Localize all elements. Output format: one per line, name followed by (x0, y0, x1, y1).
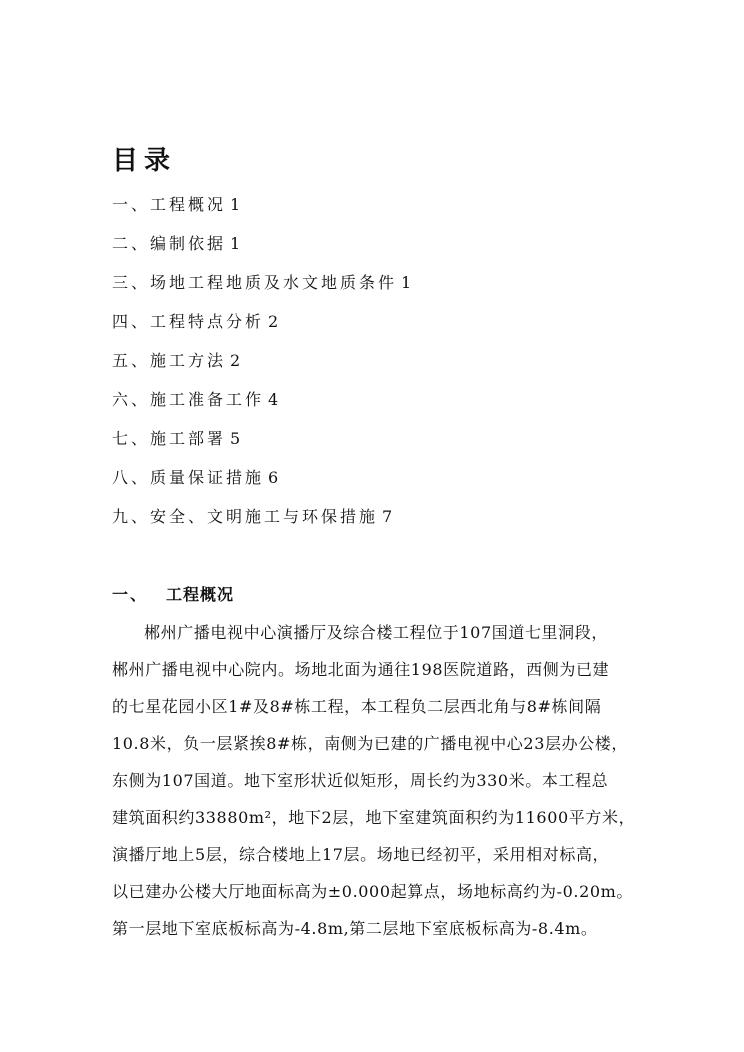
toc-item-page: 6 (268, 468, 279, 487)
toc-item-page: 2 (230, 351, 241, 370)
toc-item-label: 九、安全、文明施工与环保措施 (112, 507, 379, 526)
toc-item[interactable] (112, 309, 411, 348)
toc-item-label: 七、施工部署 (112, 429, 227, 448)
body-line: 东侧为107国道。地下室形状近似矩形，周长约为330米。本工程总 (112, 771, 609, 790)
toc-item[interactable] (112, 192, 411, 231)
toc-item[interactable] (112, 465, 411, 504)
toc-item-label: 一、工程概况 (112, 195, 227, 214)
section-number: 一、 (112, 585, 149, 604)
body-line: 的七星花园小区1#及8#栋工程，本工程负二层西北角与8#栋间隔 (112, 697, 602, 716)
toc-item-page: 2 (268, 312, 279, 331)
body-line: 郴州广播电视中心演播厅及综合楼工程位于107国道七里洞段， (144, 623, 608, 642)
table-of-contents (112, 192, 411, 543)
body-line: 以已建办公楼大厅地面标高为±0.000起算点，场地标高约为-0.20m。 (112, 882, 634, 901)
section-body (112, 620, 636, 953)
toc-item-label: 五、施工方法 (112, 351, 227, 370)
toc-title: 目录 (112, 146, 177, 176)
toc-item-label: 六、施工准备工作 (112, 390, 265, 409)
toc-item-page: 4 (268, 390, 279, 409)
toc-item-label: 八、质量保证措施 (112, 468, 265, 487)
body-line: 郴州广播电视中心院内。场地北面为通往198医院道路，西侧为已建 (112, 660, 610, 679)
toc-item[interactable] (112, 270, 411, 309)
body-line: 演播厅地上5层，综合楼地上17层。场地已经初平，采用相对标高， (112, 845, 610, 864)
body-line: 第一层地下室底板标高为-4.8m,第二层地下室底板标高为-8.4m。 (112, 919, 598, 938)
toc-item[interactable] (112, 504, 411, 543)
section-heading (112, 582, 234, 605)
section-title: 工程概况 (166, 585, 235, 604)
toc-item-page: 5 (230, 429, 241, 448)
toc-item-page: 7 (382, 507, 393, 526)
toc-item-page: 1 (230, 234, 241, 253)
toc-item[interactable] (112, 231, 411, 270)
body-line: 10.8米，负一层紧挨8#栋，南侧为已建的广播电视中心23层办公楼， (112, 734, 628, 753)
toc-item-page: 1 (230, 195, 241, 214)
toc-item[interactable] (112, 348, 411, 387)
body-line: 建筑面积约33880m²，地下2层，地下室建筑面积约为11600平方米， (112, 808, 636, 827)
toc-item-label: 四、工程特点分析 (112, 312, 265, 331)
toc-item[interactable] (112, 387, 411, 426)
toc-item-label: 二、编制依据 (112, 234, 227, 253)
toc-item-page: 1 (401, 273, 412, 292)
toc-item-label: 三、场地工程地质及水文地质条件 (112, 273, 398, 292)
toc-item[interactable] (112, 426, 411, 465)
